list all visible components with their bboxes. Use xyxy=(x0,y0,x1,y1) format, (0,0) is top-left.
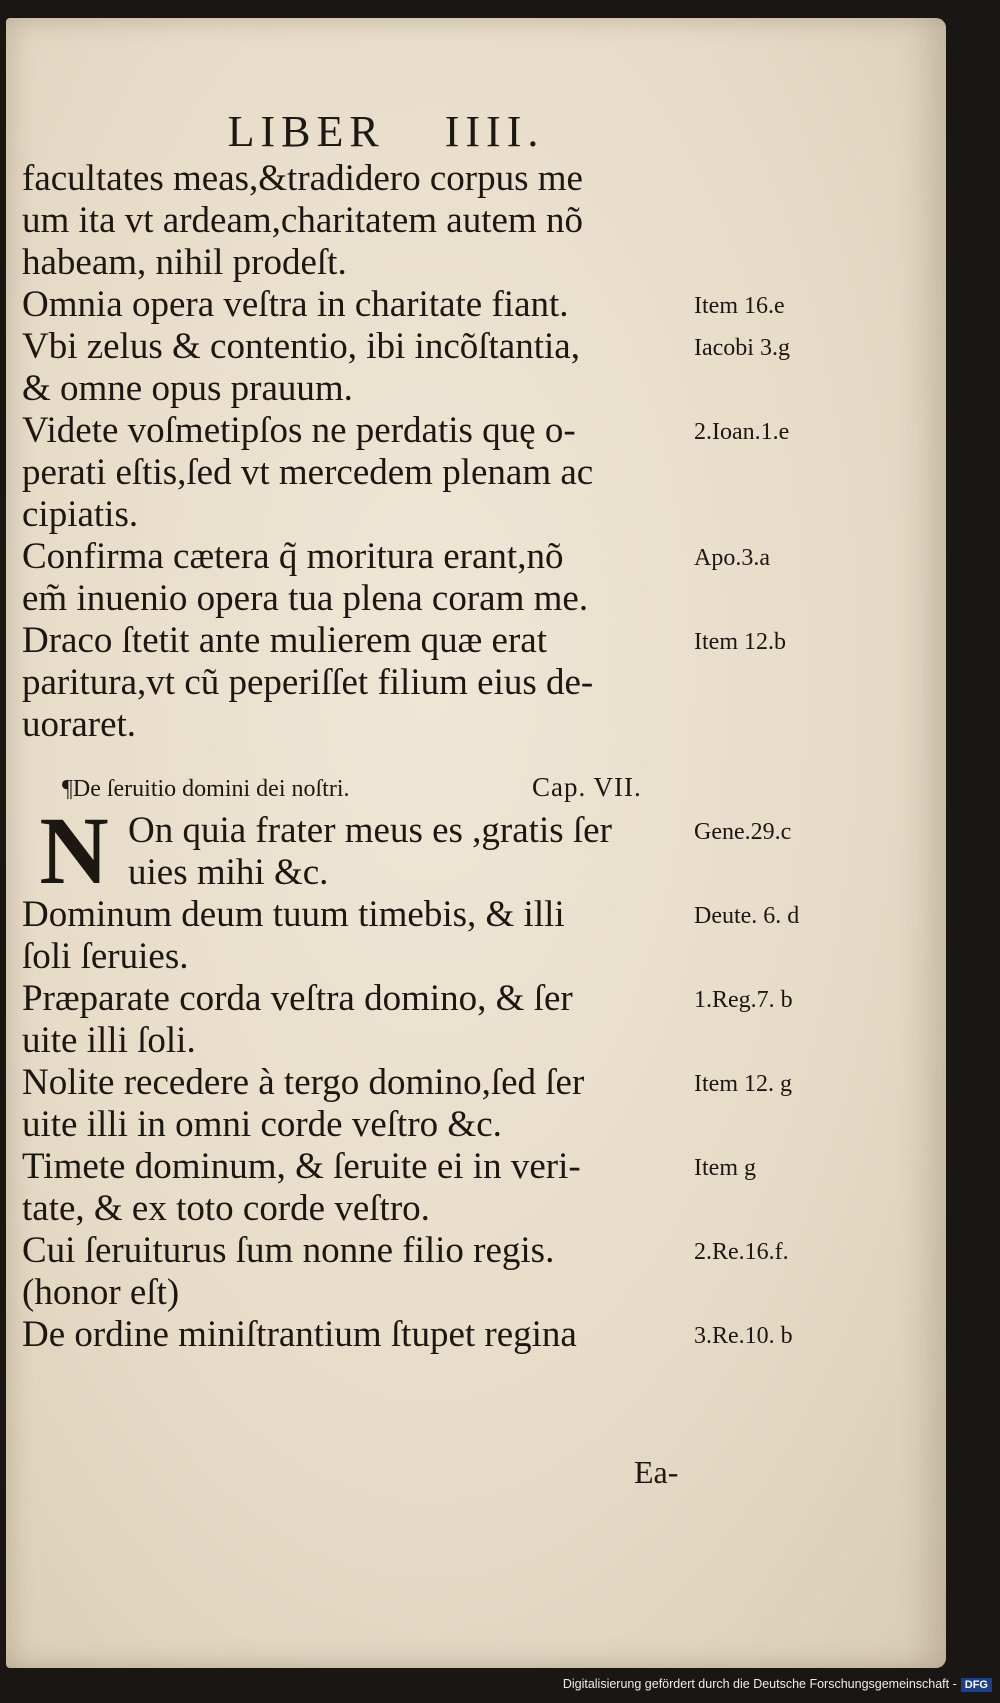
line-text: Cui ſeruiturus ſum nonne filio regis. xyxy=(22,1230,555,1271)
text-line xyxy=(22,1230,942,1272)
line-text: Draco ſtetit ante mulierem quæ erat xyxy=(22,620,547,661)
line-text: facultates meas,&tradidero corpus me xyxy=(22,158,583,199)
line-text: On quia frater meus es ,gratis ſer xyxy=(128,810,612,851)
text-line xyxy=(22,1062,942,1104)
text-group-a xyxy=(22,158,942,746)
line-text: em̃ inuenio opera tua plena coram me. xyxy=(22,578,589,619)
text-line xyxy=(22,704,942,746)
digitization-credit xyxy=(563,1677,992,1699)
text-line xyxy=(22,578,942,620)
line-text: Vbi zelus & contentio, ibi incõſtantia, xyxy=(22,326,580,367)
chapter-number: Cap. VII. xyxy=(532,772,642,802)
marginal-reference: Iacobi 3.g xyxy=(694,335,790,361)
line-text: Videte voſmetipſos ne perdatis quę o- xyxy=(22,410,576,451)
line-text: & omne opus prauum. xyxy=(22,368,353,409)
line-text: Timete dominum, & ſeruite ei in veri- xyxy=(22,1146,581,1187)
marginal-reference: Item 12. g xyxy=(694,1071,792,1097)
text-line xyxy=(22,410,942,452)
chapter-title: ¶De ſeruitio domini dei noſtri. xyxy=(62,776,350,802)
marginal-reference: Item 16.e xyxy=(694,293,785,319)
text-line xyxy=(22,852,942,894)
text-group-c xyxy=(22,894,942,1356)
initial-paragraph xyxy=(22,797,942,904)
book-page xyxy=(6,18,946,1668)
marginal-reference: 1.Reg.7. b xyxy=(694,987,793,1013)
dfg-logo: DFG xyxy=(961,1678,992,1692)
line-text: Nolite recedere à tergo domino,ſed ſer xyxy=(22,1062,585,1103)
text-line xyxy=(22,620,942,662)
text-line xyxy=(22,810,942,852)
drop-initial: N xyxy=(39,797,109,904)
text-line xyxy=(22,1314,942,1356)
line-text: uite illi ſoli. xyxy=(22,1020,196,1061)
text-line xyxy=(22,494,942,536)
line-text: habeam, nihil prodeſt. xyxy=(22,242,347,283)
line-text: um ita vt ardeam,charitatem autem nõ xyxy=(22,200,583,241)
header-right: IIII. xyxy=(444,107,545,156)
marginal-reference: Gene.29.c xyxy=(694,819,792,845)
text-line xyxy=(22,284,942,326)
text-line xyxy=(22,1104,942,1146)
text-line xyxy=(22,662,942,704)
line-text: Confirma cætera q̃ moritura erant,nõ xyxy=(22,536,564,577)
marginal-reference: Item g xyxy=(694,1155,756,1181)
line-text: Præparate corda veſtra domino, & ſer xyxy=(22,978,573,1019)
marginal-reference: Deute. 6. d xyxy=(694,903,800,929)
text-line xyxy=(22,1020,942,1062)
line-text: (honor eſt) xyxy=(22,1272,180,1313)
text-block xyxy=(22,158,942,1356)
line-text: perati eſtis,ſed vt mercedem plenam ac xyxy=(22,452,594,493)
text-line xyxy=(22,1146,942,1188)
text-line xyxy=(22,158,942,200)
text-line xyxy=(22,978,942,1020)
marginal-reference: 2.Ioan.1.e xyxy=(694,419,790,445)
text-group-b xyxy=(22,797,942,904)
text-line xyxy=(22,242,942,284)
line-text: De ordine miniſtrantium ſtupet regina xyxy=(22,1314,577,1355)
text-line xyxy=(22,368,942,410)
header-left: LIBER xyxy=(227,107,385,156)
marginal-reference: 3.Re.10. b xyxy=(694,1323,793,1349)
line-text: Dominum deum tuum timebis, & illi xyxy=(22,894,565,935)
line-text: cipiatis. xyxy=(22,494,139,535)
line-text: Omnia opera veſtra in charitate fiant. xyxy=(22,284,569,325)
line-text: uies mihi &c. xyxy=(128,852,329,893)
text-line xyxy=(22,452,942,494)
text-line xyxy=(22,894,942,936)
text-line xyxy=(22,1188,942,1230)
marginal-reference: Item 12.b xyxy=(694,629,786,655)
marginal-reference: 2.Re.16.f. xyxy=(694,1239,789,1265)
text-line xyxy=(22,326,942,368)
line-text: paritura,vt cũ peperiſſet filium eius de- xyxy=(22,662,594,703)
line-text: uoraret. xyxy=(22,704,137,745)
running-header xyxy=(6,106,766,157)
text-line xyxy=(22,1272,942,1314)
line-text: ſoli ſeruies. xyxy=(22,936,189,977)
text-line xyxy=(22,200,942,242)
catchword: Ea- xyxy=(634,1454,679,1490)
line-text: tate, & ex toto corde veſtro. xyxy=(22,1188,430,1229)
credit-text: Digitalisierung gefördert durch die Deutsche Forschungsgemeinschaft - xyxy=(562,1677,957,1691)
chapter-heading xyxy=(22,770,942,810)
line-text: uite illi in omni corde veſtro &c. xyxy=(22,1104,502,1145)
text-line xyxy=(22,536,942,578)
text-line xyxy=(22,936,942,978)
marginal-reference: Apo.3.a xyxy=(694,545,770,571)
